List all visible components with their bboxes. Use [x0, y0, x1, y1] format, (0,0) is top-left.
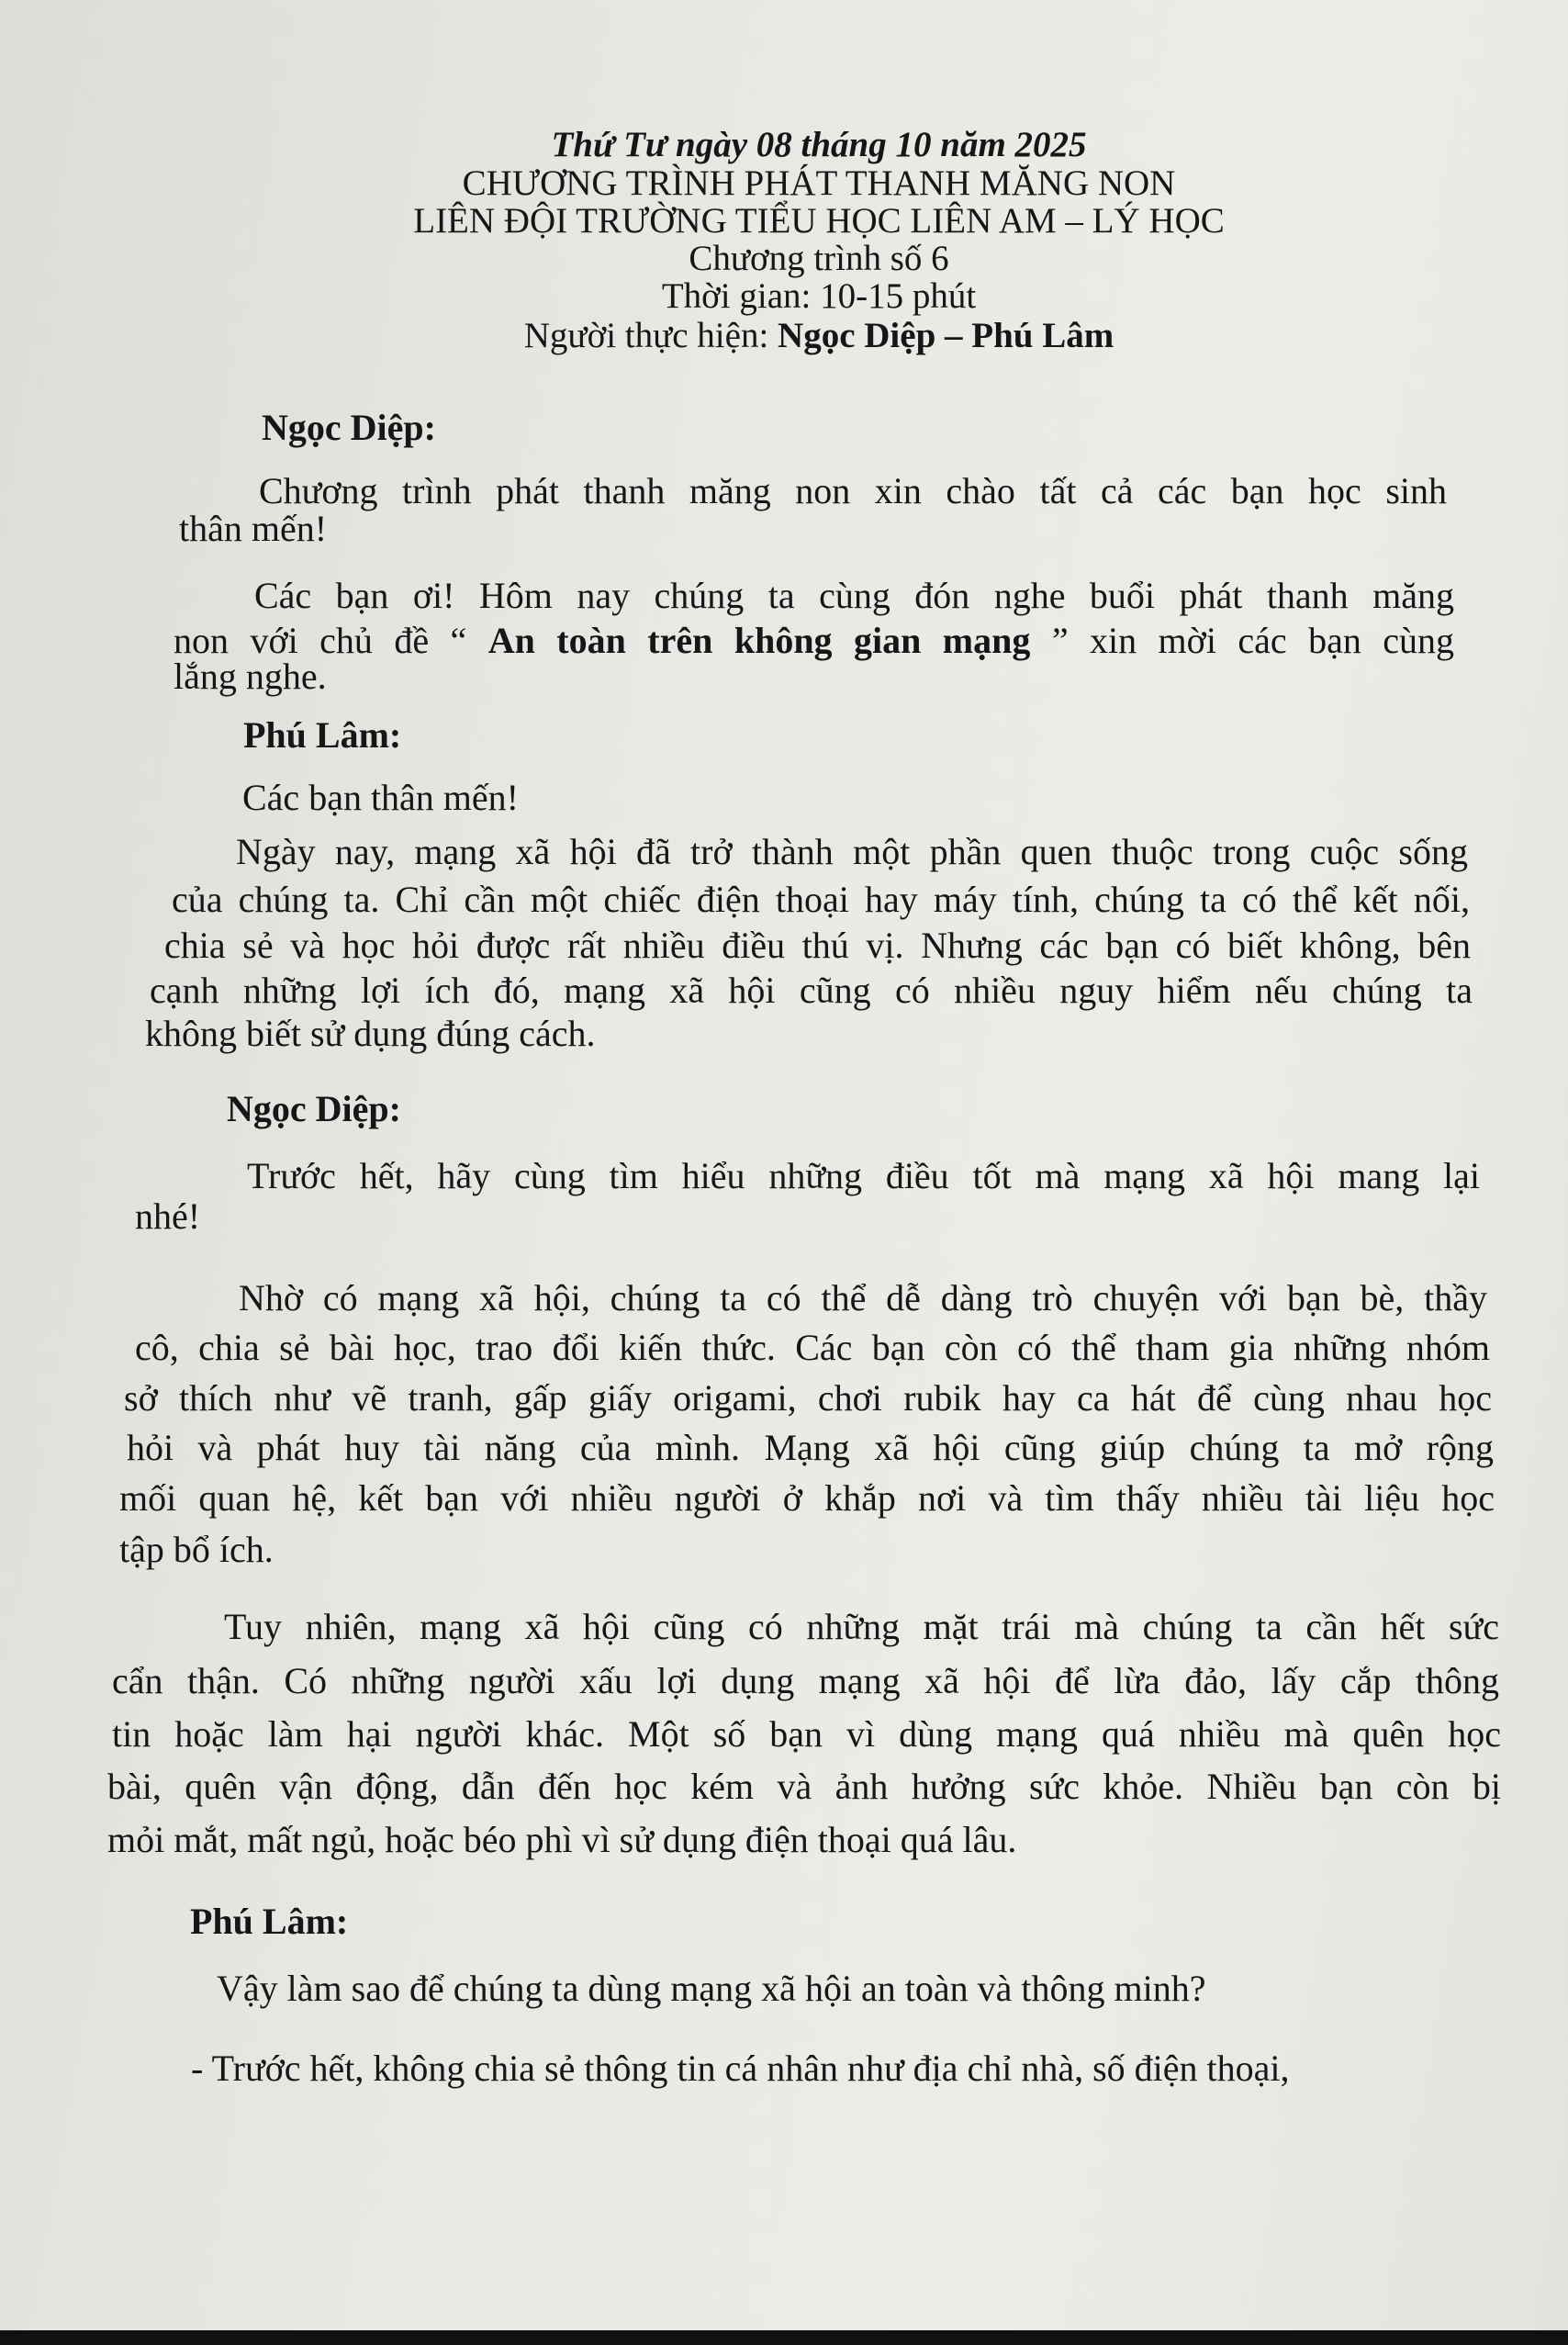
text-line: cạnh những lợi ích đó, mạng xã hội cũng có nhiều nguy hiểm nếu chúng ta: [150, 970, 1473, 1011]
text-line: chia sẻ và học hỏi được rất nhiều điều thú vị. Nhưng các bạn có biết không, bên: [164, 925, 1471, 966]
text-line: Trước hết, hãy cùng tìm hiểu những điều tốt mà mạng xã hội mang lại: [247, 1155, 1480, 1196]
text-line: của chúng ta. Chỉ cần một chiếc điện thoại hay máy tính, chúng ta có thể kết nối,: [172, 879, 1470, 920]
school-title: LIÊN ĐỘI TRƯỜNG TIỂU HỌC LIÊN AM – LÝ HỌC: [413, 201, 1225, 241]
text-line: cẩn thận. Có những người xấu lợi dụng mạng xã hội để lừa đảo, lấy cắp thông: [112, 1660, 1499, 1701]
text-line: không biết sử dụng đúng cách.: [145, 1013, 596, 1054]
program-title: CHƯƠNG TRÌNH PHÁT THANH MĂNG NON: [462, 163, 1176, 203]
speaker-label: Ngọc Diệp:: [262, 407, 436, 448]
text-line: Chương trình phát thanh măng non xin chào tất cả các bạn học sinh: [259, 470, 1447, 511]
text-line: sở thích như vẽ tranh, gấp giấy origami, chơi rubik hay ca hát để cùng nhau học: [124, 1377, 1492, 1419]
bottom-edge: [0, 2330, 1568, 2345]
performers-line: [0, 315, 1568, 356]
text-line: Các bạn ơi! Hôm nay chúng ta cùng đón nghe buổi phát thanh măng: [254, 575, 1454, 616]
text-line: mối quan hệ, kết bạn với nhiều người ở khắp nơi và tìm thấy nhiều tài liệu học: [119, 1477, 1495, 1519]
text-line: tin hoặc làm hại người khác. Một số bạn vì dùng mạng quá nhiều mà quên học: [112, 1713, 1501, 1755]
speaker-label: Ngọc Diệp:: [227, 1088, 401, 1129]
text-line: nhé!: [135, 1195, 201, 1237]
text-line: cô, chia sẻ bài học, trao đổi kiến thức. Các bạn còn có thể tham gia những nhóm: [135, 1327, 1490, 1368]
topic-title: An toàn trên không gian mạng: [487, 620, 1031, 661]
text-line: lắng nghe.: [174, 656, 327, 697]
text-segment: ” xin mời các bạn cùng: [1030, 620, 1454, 661]
text-segment: non với chủ đề “: [174, 620, 488, 661]
text-line: hỏi và phát huy tài năng của mình. Mạng xã hội cũng giúp chúng ta mở rộng: [127, 1427, 1494, 1468]
date-line: Thứ Tư ngày 08 tháng 10 năm 2025: [551, 125, 1087, 164]
text-line: [174, 619, 1454, 663]
text-line: Nhờ có mạng xã hội, chúng ta có thể dễ dàng trò chuyện với bạn bè, thầy: [239, 1277, 1487, 1318]
text-line: thân mến!: [179, 508, 328, 549]
text-line: Các bạn thân mến!: [242, 777, 519, 818]
text-line: tập bổ ích.: [119, 1529, 274, 1570]
text-line: mỏi mắt, mất ngủ, hoặc béo phì vì sử dụng điện thoại quá lâu.: [107, 1819, 1017, 1860]
text-line: Ngày nay, mạng xã hội đã trở thành một phần quen thuộc trong cuộc sống: [236, 831, 1468, 872]
program-number: Chương trình số 6: [689, 239, 949, 278]
text-line: Vậy làm sao để chúng ta dùng mạng xã hội an toàn và thông minh?: [217, 1968, 1206, 2009]
duration: Thời gian: 10-15 phút: [661, 276, 977, 316]
text-line: Tuy nhiên, mạng xã hội cũng có những mặt trái mà chúng ta cần hết sức: [224, 1606, 1499, 1647]
text-line: - Trước hết, không chia sẻ thông tin cá nhân như địa chỉ nhà, số điện thoại,: [191, 2048, 1290, 2089]
speaker-label: Phú Lâm:: [190, 1901, 349, 1942]
text-line: bài, quên vận động, dẫn đến học kém và ảnh hưởng sức khỏe. Nhiều bạn còn bị: [107, 1766, 1501, 1807]
speaker-label: Phú Lâm:: [243, 714, 402, 756]
performers-names: Ngọc Diệp – Phú Lâm: [778, 316, 1114, 355]
performers-label: Người thực hiện:: [523, 316, 778, 355]
